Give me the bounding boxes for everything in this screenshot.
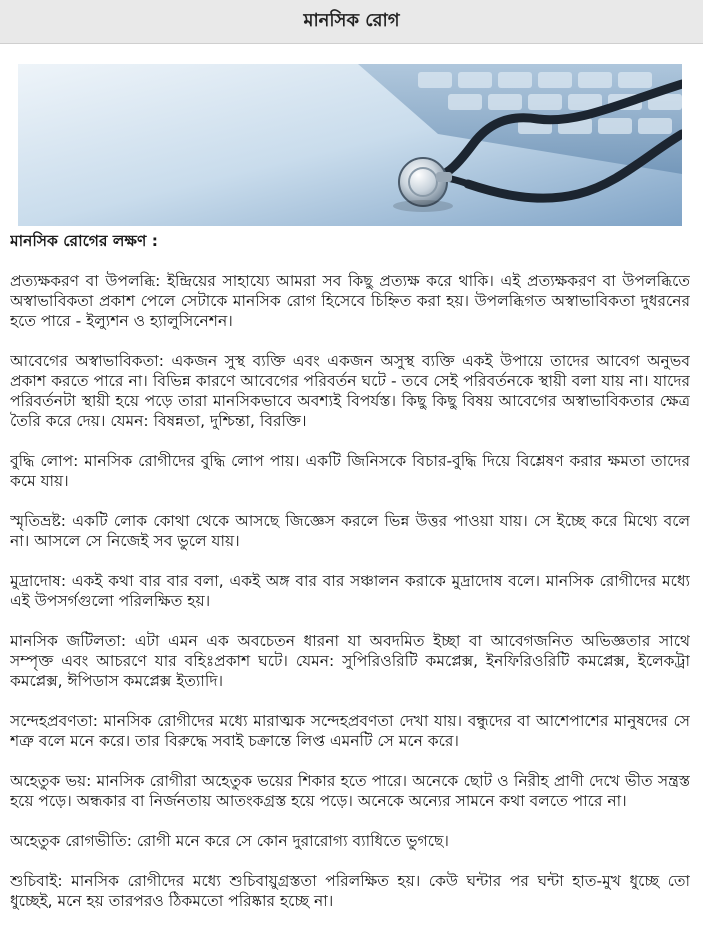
paragraph-ocd: শুচিবাই: মানসিক রোগীদের মধ্যে শুচিবায়ুগ্রস্ততা পরিলক্ষিত হয়। কেউ ঘন্টার পর ঘন্টা হাত-মুখ ধুচ্ছে তো ধুচ্ছেই, মনে হয় তারপরও ঠিকমতো পরিষ্কার হচ্ছে না। <box>10 872 690 910</box>
paragraph-memory-loss: স্মৃতিভ্রষ্ট: একটি লোক কোথা থেকে আসছে জিজ্ঞেস করলে ভিন্ন উত্তর পাওয়া যায়। সে ইচ্ছে করে মিথ্যে বলে না। আসলে সে নিজেই সব ভুলে যায়। <box>10 512 690 550</box>
paragraph-intellect-loss: বুদ্ধি লোপ: মানসিক রোগীদের বুদ্ধি লোপ পায়। একটি জিনিসকে বিচার-বুদ্ধি দিয়ে বিশ্লেষণ করার ক্ষমতা তাদের কমে যায়। <box>10 452 690 490</box>
stethoscope-illustration <box>18 64 682 226</box>
article-heading: মানসিক রোগের লক্ষণ : <box>10 232 158 250</box>
page-title-bar <box>0 0 703 44</box>
paragraph-emotion: আবেগের অস্বাভাবিকতা: একজন সুস্থ ব্যক্তি এবং একজন অসুস্থ ব্যক্তি একই উপায়ে তাদের আবেগ অনুভব প্রকাশ করতে পারে না। বিভিন্ন কারণে আবেগের পরিবর্তন ঘটে - তবে সেই পরিবর্তনকে স্থায়ী বলা যায় না। যাদের পরিবর্তনটা স্থায়ী হয়ে পড়ে তারা মানসিকভাবে অবশ্যই বিপর্যস্ত। কিছু কিছু বিষয় আবেগের অস্বাভাবিকতার ক্ষেত্র তৈরি করে দেয়। যেমন: বিষন্নতা, দুশ্চিন্তা, বিরক্তি। <box>10 352 690 430</box>
paragraph-complex: মানসিক জটিলতা: এটা এমন এক অবচেতন ধারনা যা অবদমিত ইচ্ছা বা আবেগজনিত অভিজ্ঞতার সাথে সম্পৃক্ত এবং আচরণে যার বহিঃপ্রকাশ ঘটে। যেমন: সুপিরিওরিটি কমপ্লেক্স, ইনফিরিওরিটি কমপ্লেক্স, ইলেকট্রা কমপ্লেক্স, ঈপিডাস কমপ্লেক্স ইত্যাদি। <box>10 632 690 690</box>
article-content <box>10 231 690 925</box>
paragraph-suspicion: সন্দেহপ্রবণতা: মানসিক রোগীদের মধ্যে মারাত্মক সন্দেহপ্রবণতা দেখা যায়। বন্ধুদের বা আশেপাশের মানুষদের সে শত্রু বলে মনে করে। তার বিরুদ্ধে সবাই চক্রান্তে লিপ্ত এমনটি সে মনে করে। <box>10 712 690 750</box>
paragraph-perception: প্রত্যক্ষকরণ বা উপলব্ধি: ইন্দ্রিয়ের সাহায্যে আমরা সব কিছু প্রত্যক্ষ করে থাকি। এই প্রত্যক্ষকরণ বা উপলব্ধিতে অস্বাভাবিকতা প্রকাশ পেলে সেটাকে মানসিক রোগ হিসেবে চিহ্নিত করা হয়। উপলব্ধিগত অস্বাভাবিকতা দুধরনের হতে পারে - ইল্যুশন ও হ্যালুসিনেশন। <box>10 272 690 330</box>
page-title: মানসিক রোগ <box>303 10 400 31</box>
paragraph-fear: অহেতুক ভয়: মানসিক রোগীরা অহেতুক ভয়ের শিকার হতে পারে। অনেকে ছোট ও নিরীহ প্রাণী দেখে ভীত সন্ত্রস্ত হয়ে পড়ে। অন্ধকার বা নির্জনতায় আতংকগ্রস্ত হয়ে পড়ে। অনেকে অন্যের সামনে কথা বলতে পারে না। <box>10 772 690 810</box>
paragraph-mannerism: মুদ্রাদোষ: একই কথা বার বার বলা, একই অঙ্গ বার বার সঞ্চালন করাকে মুদ্রাদোষ বলে। মানসিক রোগীদের মধ্যে এই উপসর্গগুলো পরিলক্ষিত হয়। <box>10 572 690 610</box>
banner-image <box>18 64 682 226</box>
paragraph-hypochondria: অহেতুক রোগভীতি: রোগী মনে করে সে কোন দুরারোগ্য ব্যাধিতে ভুগছে। <box>10 832 449 850</box>
